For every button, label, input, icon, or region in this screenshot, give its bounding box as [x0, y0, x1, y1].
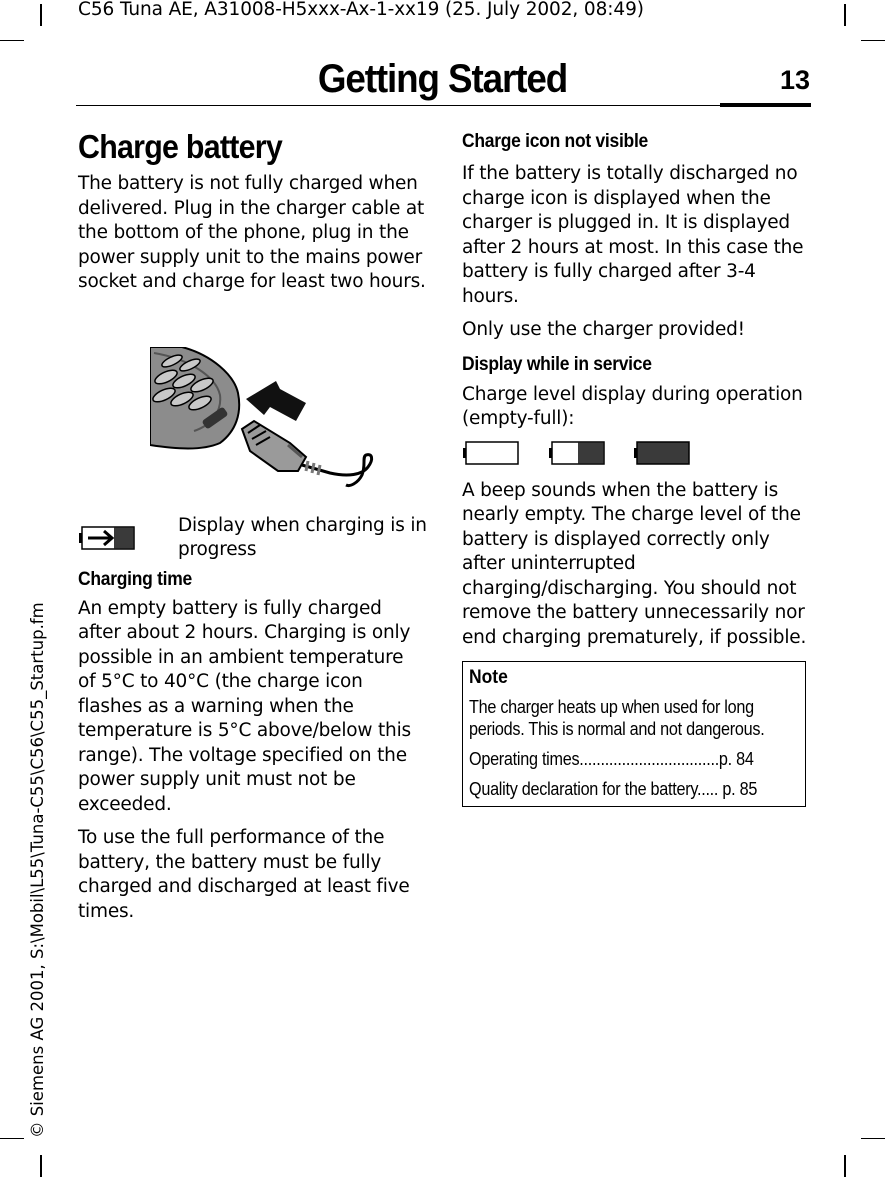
crop-mark: [40, 1155, 42, 1177]
icon-not-visible-paragraph: If the battery is totally discharged no charge icon is displayed when the charger is plugged in. It is displayed after 2 hours at most. In this case the battery is fully charged after 3-4 hours.: [462, 163, 804, 307]
footer-path: © Siemens AG 2001, S:\Mobil\L55\Tuna-C55\C56\C55_Startup.fm: [28, 602, 47, 1138]
note-text: The charger heats up when used for long periods. This is normal and not dangerous.: [469, 697, 765, 739]
reference-label: Operating times: [469, 749, 580, 769]
display-in-service-heading: Display while in service: [462, 353, 652, 375]
charging-icon-description: Display when charging is in progress: [178, 514, 427, 560]
battery-empty-icon: [462, 441, 520, 465]
battery-charging-arrow-icon: [78, 526, 136, 554]
note-box: [462, 661, 806, 807]
note-title: Note: [469, 667, 508, 688]
crop-mark: [0, 1138, 24, 1139]
battery-half-icon: [548, 441, 606, 465]
charger-warning: Only use the charger provided!: [462, 319, 745, 340]
reference-page: p. 84: [718, 749, 754, 769]
page-number: 13: [779, 65, 810, 95]
crop-mark: [844, 1155, 846, 1177]
header-rule: [76, 105, 721, 106]
charging-time-paragraph-1: An empty battery is fully charged after about 2 hours. Charging is only possible in an ambient temperature of 5°C to 40°C (the charge icon flashes as a warning when the temperature is 5°C above/below this range). The voltage specified on the power supply unit must not be exceeded.: [78, 597, 411, 815]
charge-level-icons: [462, 441, 812, 475]
cross-reference[interactable]: [469, 778, 771, 800]
right-column: [462, 130, 812, 807]
section-title: Charge battery: [78, 128, 282, 165]
crop-mark: [40, 4, 42, 26]
left-column: [78, 126, 426, 924]
charging-indicator-row: [78, 514, 426, 568]
page-number-rule: [720, 103, 811, 107]
charger-illustration: [150, 347, 382, 489]
document-meta: C56 Tuna AE, A31008-H5xxx-Ax-1-xx19 (25. July 2002, 08:49): [78, 0, 644, 20]
battery-full-icon: [633, 441, 691, 465]
reference-label: Quality declaration for the battery: [469, 779, 697, 799]
reference-leader: .....: [696, 779, 719, 799]
cross-reference[interactable]: [469, 748, 771, 770]
charging-time-paragraph-2: To use the full performance of the battery, the battery must be fully charged and discharged at least five times.: [78, 827, 410, 922]
crop-mark: [861, 40, 885, 41]
chapter-title: Getting Started: [317, 57, 568, 101]
charging-time-heading: Charging time: [78, 568, 192, 590]
display-in-service-paragraph: Charge level display during operation (empty-full):: [462, 383, 803, 429]
crop-mark: [0, 40, 24, 41]
icon-not-visible-heading: Charge icon not visible: [462, 131, 648, 152]
beep-paragraph: A beep sounds when the battery is nearly empty. The charge level of the battery is displayed correctly only after uninterrupted charging/discharging. You should not remove the battery unnecessarily nor end charging prematurely, if possible.: [462, 479, 807, 648]
reference-page: p. 85: [722, 779, 758, 799]
crop-mark: [844, 4, 846, 26]
reference-leader: .................................: [579, 749, 719, 769]
crop-mark: [861, 1138, 885, 1139]
intro-paragraph: The battery is not fully charged when delivered. Plug in the charger cable at the bottom of the phone, plug in the power supply unit to the mains power socket and charge for least two hours.: [78, 173, 426, 292]
